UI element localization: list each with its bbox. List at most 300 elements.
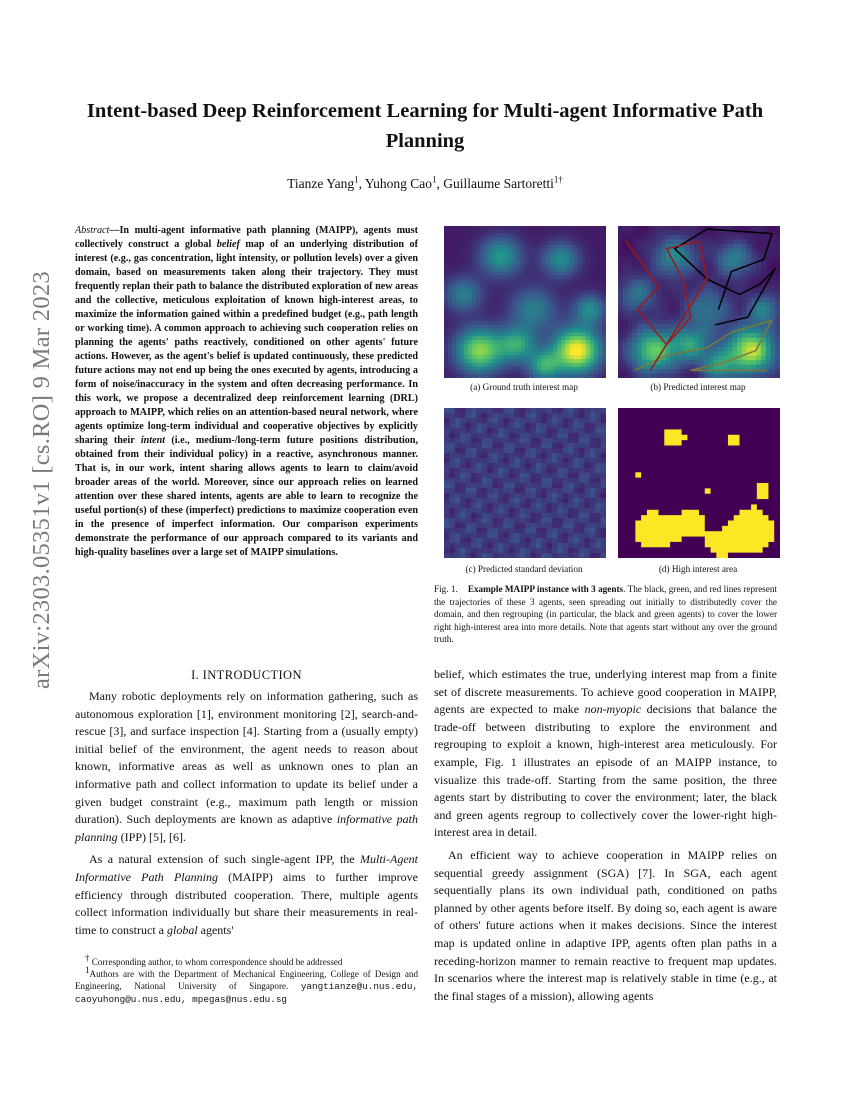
heatmap-cell: [520, 438, 526, 443]
heatmap-cell: [656, 230, 661, 235]
heatmap-cell: [557, 283, 561, 287]
heatmap-cell: [595, 523, 601, 528]
subcaption-d: (d) High interest area: [658, 564, 738, 574]
heatmap-cell: [497, 268, 501, 272]
heatmap-cell: [590, 294, 594, 298]
heatmap-cell: [675, 311, 680, 316]
heatmap-cell: [525, 264, 529, 268]
heatmap-cell: [570, 325, 574, 329]
heatmap-cell: [525, 237, 529, 241]
mask-cell: [659, 440, 665, 446]
heatmap-cell: [529, 230, 533, 234]
heatmap-cell: [520, 513, 526, 518]
heatmap-cell: [464, 253, 468, 257]
heatmap-cell: [582, 363, 586, 367]
heatmap-cell: [497, 241, 501, 245]
heatmap-cell: [476, 503, 482, 508]
mask-cell: [745, 494, 751, 500]
heatmap-cell: [709, 262, 714, 267]
mask-cell: [687, 494, 693, 500]
heatmap-cell: [718, 257, 723, 262]
mask-cell: [635, 531, 641, 537]
heatmap-cell: [493, 283, 497, 287]
heatmap-cell: [578, 302, 582, 306]
heatmap-cell: [529, 313, 533, 317]
heatmap-cell: [601, 468, 606, 473]
heatmap-cell: [541, 336, 545, 340]
heatmap-cell: [547, 463, 553, 468]
heatmap-cell: [482, 518, 488, 523]
mask-cell: [624, 435, 630, 441]
heatmap-cell: [561, 370, 565, 374]
heatmap-cell: [514, 413, 520, 418]
heatmap-cell: [541, 453, 547, 458]
heatmap-cell: [513, 306, 517, 310]
heatmap-cell: [455, 453, 461, 458]
heatmap-cell: [472, 363, 476, 367]
heatmap-cell: [732, 284, 737, 289]
mask-cell: [676, 451, 682, 457]
heatmap-cell: [563, 513, 569, 518]
mask-cell: [647, 435, 653, 441]
heatmap-cell: [590, 230, 594, 234]
heatmap-cell: [448, 348, 452, 352]
heatmap-cell: [514, 523, 520, 528]
heatmap-cell: [680, 248, 685, 253]
heatmap-cell: [455, 433, 461, 438]
mask-cell: [745, 547, 751, 553]
heatmap-cell: [444, 443, 450, 448]
heatmap-cell: [623, 262, 628, 267]
mask-cell: [624, 429, 630, 435]
heatmap-cell: [756, 253, 761, 258]
heatmap-cell: [530, 418, 536, 423]
heatmap-cell: [525, 298, 529, 302]
heatmap-cell: [537, 355, 541, 359]
mask-cell: [751, 429, 757, 435]
heatmap-cell: [520, 413, 526, 418]
heatmap-cell: [476, 483, 482, 488]
heatmap-cell: [466, 553, 472, 558]
heatmap-cell: [509, 321, 513, 325]
mask-cell: [763, 488, 769, 494]
heatmap-cell: [501, 310, 505, 314]
heatmap-cell: [628, 284, 633, 289]
heatmap-cell: [493, 313, 497, 317]
heatmap-cell: [444, 363, 448, 367]
heatmap-cell: [566, 317, 570, 321]
heatmap-cell: [460, 336, 464, 340]
heatmap-cell: [709, 284, 714, 289]
heatmap-cell: [444, 423, 450, 428]
heatmap-cell: [666, 266, 671, 271]
heatmap-cell: [590, 260, 594, 264]
mask-cell: [768, 488, 774, 494]
heatmap-cell: [618, 284, 623, 289]
heatmap-cell: [497, 317, 501, 321]
heatmap-cell: [525, 279, 529, 283]
heatmap-cell: [449, 508, 455, 513]
heatmap-cell: [537, 291, 541, 295]
heatmap-cell: [553, 294, 557, 298]
heatmap-cell: [570, 245, 574, 249]
heatmap-cell: [448, 351, 452, 355]
paragraph-text: An efficient way to achieve cooperation in MAIPP relies on sequential greedy assignment (SGA) [7]. In SGA, each agent sequentially plans its own individual path, conditioned on paths planned by other agents before itself. By doing so, each agent is aware of others' future actions when it makes decisions. Since the interest map is updated online in adaptive IPP, agents often plan paths in a receding-horizon manner to remain reactive to frequent map updates. In scenarios where the interest map is relatively stable in time (e.g., at the final stages of a mission), allowing agents: [434, 847, 777, 1003]
mask-cell: [763, 483, 769, 489]
mask-cell: [745, 553, 751, 558]
heatmap-cell: [709, 257, 714, 262]
mask-cell: [699, 526, 705, 532]
mask-cell: [693, 408, 699, 414]
heatmap-cell: [761, 298, 766, 303]
heatmap-cell: [775, 262, 780, 267]
mask-cell: [763, 451, 769, 457]
heatmap-cell: [485, 249, 489, 253]
mask-cell: [687, 504, 693, 510]
mask-cell: [693, 462, 699, 468]
mask-cell: [624, 542, 630, 548]
heatmap-cell: [509, 260, 513, 264]
heatmap-cell: [732, 306, 737, 311]
heatmap-cell: [628, 365, 633, 370]
heatmap-cell: [699, 311, 704, 316]
mask-cell: [699, 553, 705, 558]
heatmap-cell: [590, 256, 594, 260]
heatmap-cell: [444, 325, 448, 329]
heatmap-cell: [723, 356, 728, 361]
heatmap-cell: [751, 275, 756, 280]
heatmap-cell: [472, 348, 476, 352]
heatmap-cell: [460, 418, 466, 423]
heatmap-cell: [497, 256, 501, 260]
mask-cell: [716, 440, 722, 446]
heatmap-cell: [498, 433, 504, 438]
mask-cell: [664, 521, 670, 527]
mask-cell: [699, 446, 705, 452]
mask-cell: [618, 446, 624, 452]
heatmap-cell: [466, 538, 472, 543]
heatmap-cell: [525, 433, 531, 438]
heatmap-cell: [590, 483, 596, 488]
heatmap-cell: [472, 241, 476, 245]
heatmap-cell: [493, 453, 499, 458]
heatmap-cell: [498, 423, 504, 428]
heatmap-cell: [460, 237, 464, 241]
mask-cell: [740, 413, 746, 419]
heatmap-cell: [756, 329, 761, 334]
mask-cell: [664, 483, 670, 489]
heatmap-cell: [498, 478, 504, 483]
heatmap-cell: [598, 230, 602, 234]
heatmap-cell: [595, 488, 601, 493]
heatmap-cell: [574, 329, 578, 333]
heatmap-cell: [590, 513, 596, 518]
mask-cell: [682, 472, 688, 478]
heatmap-cell: [557, 533, 563, 538]
heatmap-cell: [482, 413, 488, 418]
heatmap-cell: [570, 256, 574, 260]
heatmap-cell: [533, 234, 537, 238]
heatmap-cell: [656, 306, 661, 311]
heatmap-cell: [521, 340, 525, 344]
mask-cell: [635, 451, 641, 457]
heatmap-cell: [623, 230, 628, 235]
heatmap-cell: [563, 448, 569, 453]
heatmap-cell: [632, 374, 637, 378]
heatmap-cell: [493, 348, 497, 352]
heatmap-cell: [584, 458, 590, 463]
heatmap-cell: [766, 266, 771, 271]
heatmap-cell: [498, 518, 504, 523]
heatmap-cell: [737, 244, 742, 249]
heatmap-cell: [642, 271, 647, 276]
heatmap-cell: [570, 351, 574, 355]
heatmap-cell: [489, 344, 493, 348]
heatmap-cell: [541, 268, 545, 272]
heatmap-cell: [553, 249, 557, 253]
heatmap-cell: [485, 340, 489, 344]
heatmap-cell: [541, 283, 545, 287]
heatmap-cell: [536, 478, 542, 483]
heatmap-cell: [476, 538, 482, 543]
heatmap-cell: [590, 253, 594, 257]
heatmap-cell: [525, 493, 531, 498]
heatmap-cell: [505, 359, 509, 363]
heatmap-cell: [761, 347, 766, 352]
heatmap-cell: [566, 370, 570, 374]
heatmap-cell: [472, 294, 476, 298]
mask-cell: [670, 429, 676, 435]
heatmap-cell: [460, 283, 464, 287]
heatmap-cell: [529, 359, 533, 363]
heatmap-cell: [455, 418, 461, 423]
heatmap-cell: [521, 256, 525, 260]
heatmap-cell: [770, 298, 775, 303]
heatmap-cell: [561, 294, 565, 298]
mask-cell: [641, 542, 647, 548]
heatmap-cell: [541, 553, 547, 558]
heatmap-cell: [460, 291, 464, 295]
mask-cell: [722, 537, 728, 543]
heatmap-cell: [557, 264, 561, 268]
heatmap-cell: [680, 266, 685, 271]
heatmap-cell: [547, 553, 553, 558]
heatmap-cell: [536, 413, 542, 418]
heatmap-cell: [485, 230, 489, 234]
heatmap-cell: [482, 503, 488, 508]
heatmap-cell: [670, 293, 675, 298]
mask-cell: [670, 521, 676, 527]
heatmap-cell: [525, 329, 529, 333]
heatmap-cell: [525, 272, 529, 276]
mask-cell: [653, 456, 659, 462]
heatmap-cell: [553, 344, 557, 348]
mask-cell: [647, 510, 653, 516]
heatmap-cell: [464, 287, 468, 291]
heatmap-cell: [530, 478, 536, 483]
heatmap-cell: [464, 272, 468, 276]
mask-cell: [630, 413, 636, 419]
heatmap-cell: [533, 298, 537, 302]
heatmap-cell: [680, 338, 685, 343]
mask-cell: [722, 499, 728, 505]
heatmap-cell: [568, 543, 574, 548]
heatmap-cell: [476, 493, 482, 498]
heatmap-cell: [448, 237, 452, 241]
heatmap-cell: [464, 249, 468, 253]
heatmap-cell: [642, 338, 647, 343]
heatmap-cell: [448, 306, 452, 310]
heatmap-cell: [482, 468, 488, 473]
heatmap-cell: [709, 329, 714, 334]
heatmap-cell: [586, 306, 590, 310]
heatmap-cell: [561, 230, 565, 234]
heatmap-cell: [670, 284, 675, 289]
heatmap-cell: [537, 329, 541, 333]
heatmap-cell: [541, 423, 547, 428]
mask-cell: [624, 456, 630, 462]
heatmap-cell: [460, 294, 464, 298]
heatmap-cell: [509, 418, 515, 423]
heatmap-cell: [770, 289, 775, 294]
heatmap-cell: [472, 302, 476, 306]
heatmap-cell: [584, 493, 590, 498]
heatmap-cell: [586, 332, 590, 336]
heatmap-cell: [699, 356, 704, 361]
heatmap-cell: [529, 298, 533, 302]
heatmap-cell: [586, 272, 590, 276]
heatmap-cell: [455, 518, 461, 523]
heatmap-cell: [525, 253, 529, 257]
heatmap-cell: [598, 321, 602, 325]
heatmap-cell: [595, 473, 601, 478]
heatmap-cell: [661, 226, 666, 231]
heatmap-cell: [466, 488, 472, 493]
heatmap-cell: [670, 342, 675, 347]
heatmap-cell: [514, 518, 520, 523]
heatmap-cell: [737, 226, 742, 231]
mask-cell: [659, 446, 665, 452]
heatmap-cell: [756, 333, 761, 338]
mask-cell: [751, 440, 757, 446]
heatmap-cell: [466, 518, 472, 523]
heatmap-cell: [756, 235, 761, 240]
heatmap-cell: [637, 244, 642, 249]
heatmap-cell: [471, 468, 477, 473]
heatmap-cell: [505, 294, 509, 298]
heatmap-cell: [590, 321, 594, 325]
heatmap-cell: [568, 438, 574, 443]
heatmap-cell: [666, 374, 671, 378]
mask-cell: [768, 531, 774, 537]
heatmap-cell: [595, 538, 601, 543]
heatmap-cell: [574, 508, 580, 513]
heatmap-cell: [578, 351, 582, 355]
heatmap-cell: [472, 306, 476, 310]
heatmap-cell: [590, 234, 594, 238]
heatmap-cell: [514, 538, 520, 543]
mask-cell: [699, 547, 705, 553]
heatmap-cell: [694, 338, 699, 343]
heatmap-cell: [737, 284, 742, 289]
heatmap-cell: [574, 463, 580, 468]
heatmap-cell: [637, 280, 642, 285]
heatmap-cell: [694, 275, 699, 280]
heatmap-cell: [456, 249, 460, 253]
heatmap-cell: [541, 310, 545, 314]
heatmap-cell: [498, 428, 504, 433]
mask-cell: [670, 451, 676, 457]
heatmap-cell: [582, 344, 586, 348]
heatmap-cell: [602, 256, 606, 260]
heatmap-cell: [503, 508, 509, 513]
heatmap-cell: [541, 503, 547, 508]
heatmap-cell: [520, 423, 526, 428]
heatmap-cell: [449, 553, 455, 558]
mask-cell: [728, 526, 734, 532]
heatmap-cell: [545, 374, 549, 378]
mask-cell: [693, 488, 699, 494]
author-name: Yuhong Cao: [364, 176, 433, 191]
heatmap-cell: [471, 448, 477, 453]
heatmap-cell: [666, 311, 671, 316]
heatmap-cell: [723, 311, 728, 316]
mask-cell: [641, 553, 647, 558]
heatmap-cell: [480, 272, 484, 276]
mask-cell: [716, 446, 722, 452]
heatmap-cell: [601, 458, 606, 463]
heatmap-cell: [448, 363, 452, 367]
heatmap-cell: [549, 279, 553, 283]
heatmap-cell: [602, 336, 606, 340]
heatmap-cell: [747, 244, 752, 249]
mask-cell: [716, 510, 722, 516]
author-affiliation: 1†: [553, 174, 563, 185]
heatmap-cell: [472, 329, 476, 333]
heatmap-cell: [513, 321, 517, 325]
heatmap-cell: [476, 370, 480, 374]
heatmap-cell: [675, 306, 680, 311]
heatmap-cell: [594, 283, 598, 287]
heatmap-cell: [480, 310, 484, 314]
heatmap-cell: [766, 253, 771, 258]
heatmap-cell: [530, 458, 536, 463]
heatmap-cell: [761, 262, 766, 267]
heatmap-cell: [590, 336, 594, 340]
heatmap-cell: [680, 298, 685, 303]
heatmap-cell: [574, 367, 578, 371]
heatmap-cell: [444, 458, 450, 463]
heatmap-cell: [530, 463, 536, 468]
heatmap-cell: [547, 413, 553, 418]
heatmap-cell: [598, 268, 602, 272]
heatmap-cell: [590, 478, 596, 483]
heatmap-cell: [547, 523, 553, 528]
heatmap-cell: [670, 280, 675, 285]
heatmap-cell: [487, 453, 493, 458]
heatmap-cell: [549, 264, 553, 268]
heatmap-cell: [601, 548, 606, 553]
heatmap-cell: [498, 498, 504, 503]
heatmap-cell: [637, 360, 642, 365]
heatmap-cell: [476, 287, 480, 291]
heatmap-cell: [460, 458, 466, 463]
heatmap-cell: [694, 329, 699, 334]
heatmap-cell: [545, 321, 549, 325]
mask-cell: [670, 446, 676, 452]
heatmap-cell: [513, 340, 517, 344]
heatmap-cell: [632, 347, 637, 352]
